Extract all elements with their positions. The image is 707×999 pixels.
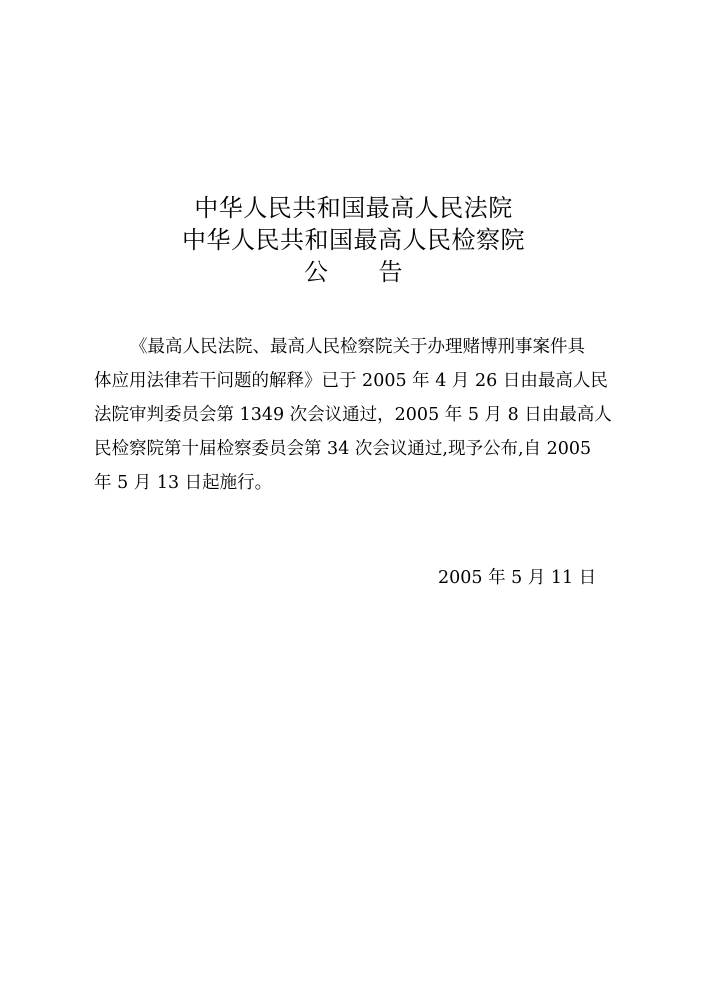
announcement-body: [94, 330, 622, 500]
issuer-supreme-court: 中华人民共和国最高人民法院: [194, 194, 513, 222]
body-line-1: 《最高人民法院、最高人民检察院关于办理赌博刑事案件具: [130, 337, 585, 357]
body-line-2: 体应用法律若干问题的解释》已于 2005 年 4 月 26 日由最高人民: [94, 371, 608, 391]
notice-char-gong: 公: [304, 258, 329, 286]
body-line-4: 民检察院第十届检察委员会第 34 次会议通过,现予公布,自 2005: [94, 439, 592, 459]
body-line-3: 法院审判委员会第 1349 次会议通过，2005 年 5 月 8 日由最高人: [94, 405, 612, 425]
body-line-5: 年 5 月 13 日起施行。: [94, 473, 273, 493]
title-block: [0, 192, 707, 288]
issue-date: 2005 年 5 月 11 日: [438, 568, 597, 588]
notice-char-gao: 告: [378, 258, 403, 286]
issuer-supreme-procuratorate: 中华人民共和国最高人民检察院: [182, 226, 525, 254]
notice-heading: [0, 256, 707, 288]
